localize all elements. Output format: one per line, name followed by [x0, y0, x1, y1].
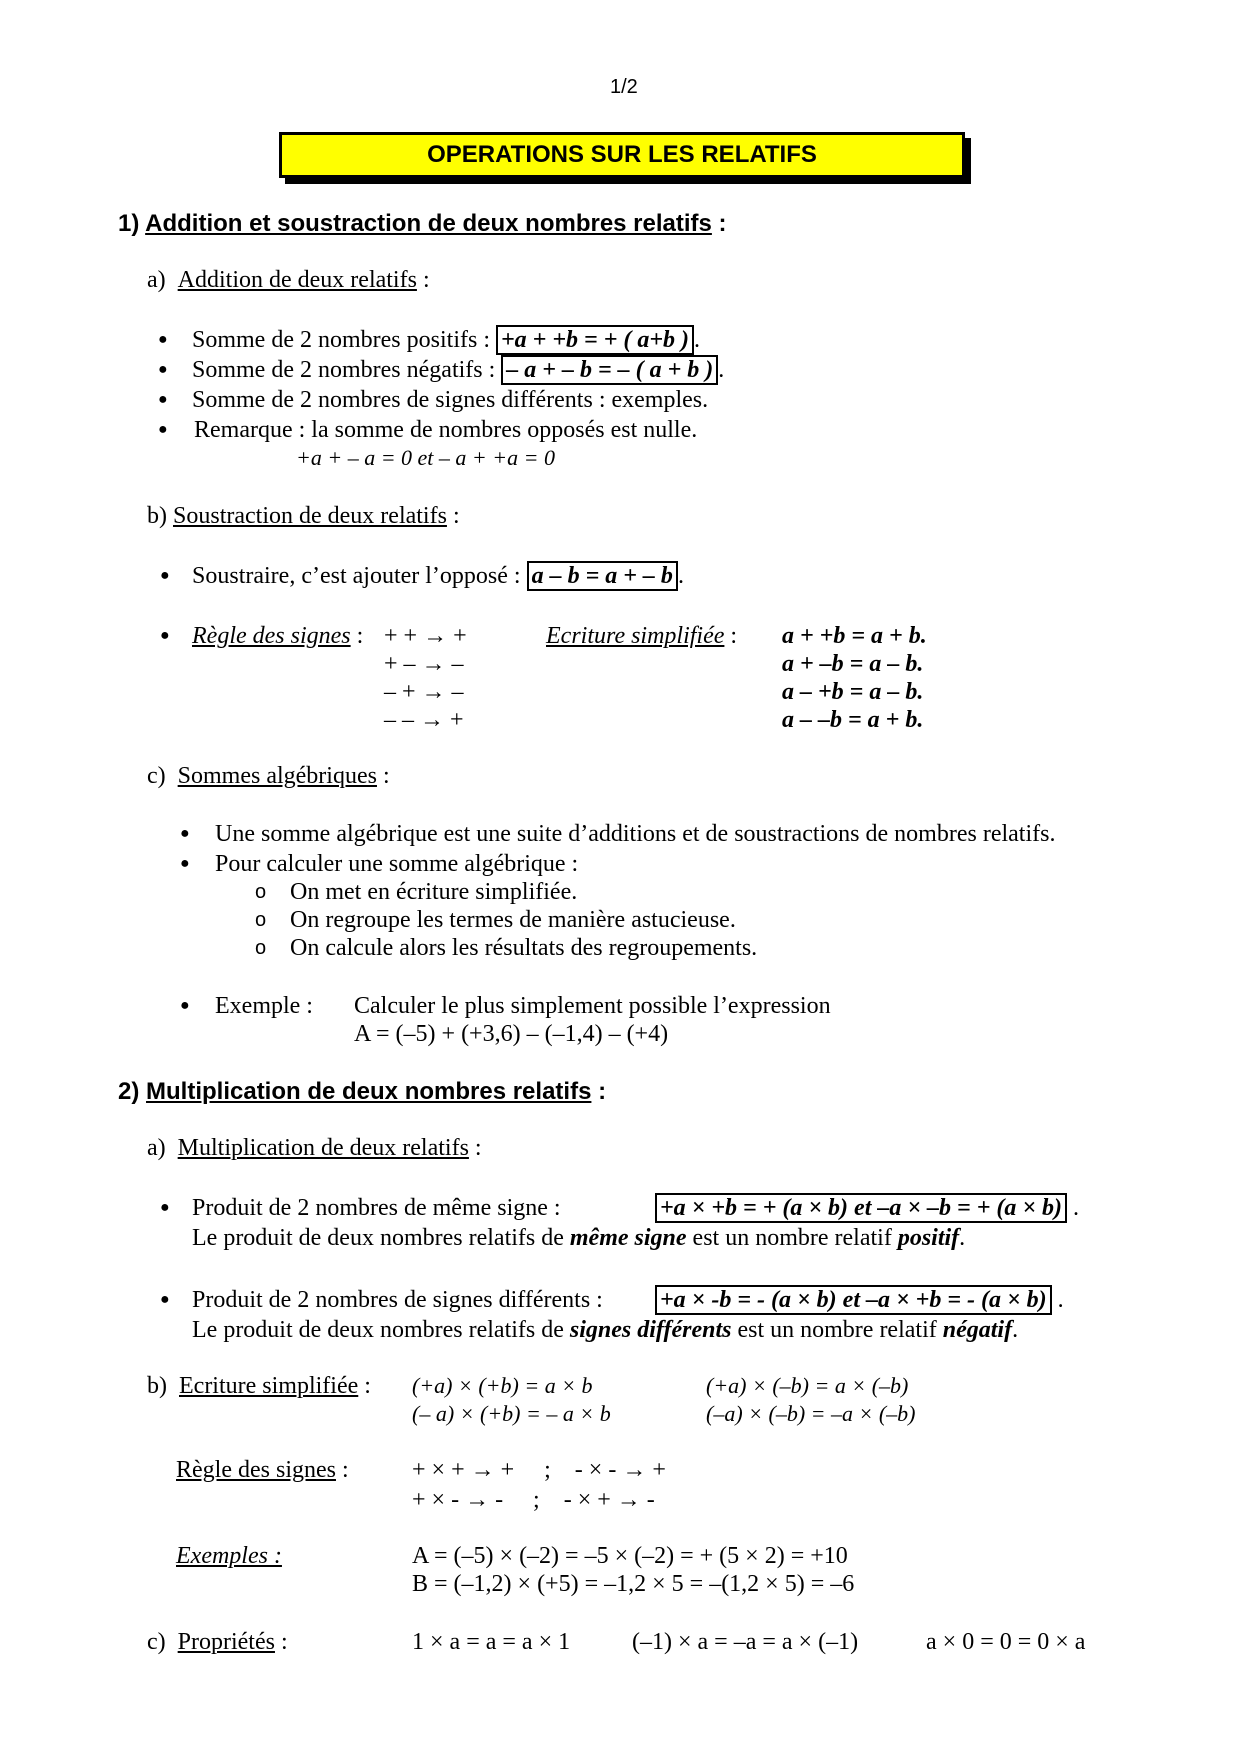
sign-rule: + × - → - ; - × + → - — [412, 1487, 655, 1513]
rule-label-text: Règle des signes — [176, 1457, 336, 1483]
bullet-icon: ● — [158, 391, 168, 408]
simplified-formula: a + –b = a – b. — [782, 651, 924, 677]
subsection-label: a) — [147, 1135, 166, 1161]
subsection-1b — [147, 502, 460, 530]
subsection-label: a) — [147, 267, 166, 293]
property: a × 0 = 0 = 0 × a — [926, 1629, 1086, 1655]
rule-label-text: Règle des signes — [192, 623, 351, 649]
list-item — [192, 356, 724, 384]
emphasis: signes différents — [569, 1317, 732, 1343]
sign-rule: + × + → + ; - × - → + — [412, 1457, 666, 1483]
list-item — [192, 326, 700, 354]
formula-row — [655, 1286, 1064, 1314]
section-title: Multiplication de deux nombres relatifs — [146, 1078, 592, 1105]
example-expression: A = (–5) × (–2) = –5 × (–2) = + (5 × 2) = +10 — [412, 1543, 848, 1569]
rule-label — [192, 622, 363, 650]
bullet-icon: ● — [180, 825, 190, 842]
boxed-formula: +a + +b = + ( a+b ) — [496, 325, 694, 355]
colon: : — [416, 267, 430, 293]
bullet-icon: ● — [180, 855, 190, 872]
colon: : — [358, 1373, 371, 1399]
colon: : — [335, 1457, 349, 1483]
list-item: Une somme algébrique est une suite d’additions et de soustractions de nombres relatifs. — [215, 821, 1056, 847]
simplified-formula: a + +b = a + b. — [782, 623, 927, 649]
emphasis: même signe — [569, 1225, 687, 1251]
section-2-heading — [118, 1078, 606, 1106]
colon: : — [376, 763, 390, 789]
simplified-formula: a – –b = a + b. — [782, 707, 924, 733]
example-text: Calculer le plus simplement possible l’expression — [354, 993, 831, 1019]
boxed-formula: – a + – b = – ( a + b ) — [501, 355, 718, 385]
subsection-2a — [147, 1134, 482, 1162]
formula: +a + – a = 0 et – a + +a = 0 — [296, 445, 555, 470]
list-item-text: Produit de 2 nombres de même signe : — [192, 1195, 561, 1221]
dot: . — [1057, 1287, 1064, 1313]
formula: (– a) × (+b) = – a × b — [412, 1401, 611, 1426]
simplified-formula: a – +b = a – b. — [782, 679, 924, 705]
subsection-label: b) — [147, 503, 167, 529]
colon: : — [350, 623, 364, 649]
text: est un nombre relatif — [686, 1225, 898, 1251]
text: Le produit de deux nombres relatifs de — [192, 1317, 570, 1343]
example-expression: A = (–5) + (+3,6) – (–1,4) – (+4) — [354, 1021, 669, 1047]
bullet-icon: ● — [160, 627, 170, 644]
subsection-2b — [147, 1372, 371, 1400]
sign-rule: + + → + — [384, 623, 467, 649]
example-label: Exemple : — [215, 993, 313, 1019]
colon: : — [274, 1629, 288, 1655]
simplified-label — [546, 622, 737, 650]
rule-sentence — [192, 1316, 1018, 1344]
formula: (–a) × (–b) = –a × (–b) — [706, 1401, 916, 1426]
text: Le produit de deux nombres relatifs de — [192, 1225, 570, 1251]
circle-bullet-icon: o — [255, 881, 267, 903]
sign-rule: – + → – — [384, 679, 464, 705]
boxed-formula: +a × -b = - (a × b) et –a × +b = - (a × b) — [655, 1285, 1052, 1315]
rule-label — [176, 1456, 349, 1484]
dot: . — [718, 357, 725, 383]
circle-bullet-icon: o — [255, 937, 267, 959]
formula-row — [655, 1194, 1079, 1222]
subsection-1c — [147, 762, 390, 790]
subsection-title: Multiplication de deux relatifs — [177, 1135, 469, 1161]
example-expression: B = (–1,2) × (+5) = –1,2 × 5 = –(1,2 × 5) = –6 — [412, 1571, 855, 1597]
bullet-icon: ● — [160, 1199, 170, 1216]
list-item: Somme de 2 nombres de signes différents : exemples. — [192, 387, 709, 413]
bullet-icon: ● — [158, 331, 168, 348]
list-item-text: Produit de 2 nombres de signes différents : — [192, 1287, 603, 1313]
colon: : — [724, 623, 738, 649]
bullet-icon: ● — [160, 1291, 170, 1308]
subsection-label: c) — [147, 1629, 166, 1655]
emphasis: positif — [897, 1225, 960, 1251]
colon: : — [468, 1135, 482, 1161]
subsection-title: Addition de deux relatifs — [177, 267, 417, 293]
dot: . — [677, 563, 684, 589]
subsection-label: b) — [147, 1373, 167, 1399]
sign-rule: – – → + — [384, 707, 464, 733]
bullet-icon: ● — [180, 997, 190, 1014]
item-text: Soustraire, c’est ajouter l’opposé : — [192, 563, 521, 589]
subsection-1a — [147, 266, 430, 294]
dot: . — [959, 1225, 966, 1251]
text: est un nombre relatif — [731, 1317, 943, 1343]
item-text: Somme de 2 nombres positifs : — [192, 327, 490, 353]
list-item — [192, 562, 684, 590]
sub-list-item: On calcule alors les résultats des regroupements. — [290, 935, 758, 961]
dot: . — [1073, 1195, 1080, 1221]
subsection-title: Ecriture simplifiée — [179, 1373, 359, 1399]
list-item: Pour calculer une somme algébrique : — [215, 851, 579, 877]
boxed-formula: +a × +b = + (a × b) et –a × –b = + (a × b) — [655, 1193, 1067, 1223]
subsection-2c — [147, 1628, 288, 1656]
colon: : — [446, 503, 460, 529]
circle-bullet-icon: o — [255, 909, 267, 931]
subsection-title: Propriétés — [177, 1629, 275, 1655]
list-item: Remarque : la somme de nombres opposés est nulle. — [194, 417, 698, 443]
property: 1 × a = a = a × 1 — [412, 1629, 571, 1655]
subsection-title: Soustraction de deux relatifs — [173, 503, 447, 529]
subsection-label: c) — [147, 763, 166, 789]
formula: (+a) × (+b) = a × b — [412, 1373, 593, 1398]
property: (–1) × a = –a = a × (–1) — [632, 1629, 859, 1655]
bullet-icon: ● — [160, 567, 170, 584]
colon: : — [591, 1078, 607, 1105]
subsection-title: Sommes algébriques — [177, 763, 377, 789]
examples-label: Exemples : — [176, 1543, 282, 1569]
emphasis: négatif — [942, 1317, 1013, 1343]
sign-rule: + – → – — [384, 651, 464, 677]
section-number: 1) — [118, 210, 140, 237]
boxed-formula: a – b = a + – b — [527, 561, 678, 591]
sub-list-item: On regroupe les termes de manière astucieuse. — [290, 907, 736, 933]
page-number: 1/2 — [610, 76, 638, 98]
formula: (+a) × (–b) = a × (–b) — [706, 1373, 909, 1398]
simplified-label-text: Ecriture simplifiée — [546, 623, 725, 649]
section-title: Addition et soustraction de deux nombres relatifs — [145, 210, 712, 237]
item-text: Somme de 2 nombres négatifs : — [192, 357, 496, 383]
dot: . — [1012, 1317, 1019, 1343]
rule-sentence — [192, 1224, 965, 1252]
sub-list-item: On met en écriture simplifiée. — [290, 879, 578, 905]
bullet-icon: ● — [158, 421, 168, 438]
section-number: 2) — [118, 1078, 140, 1105]
dot: . — [694, 327, 701, 353]
bullet-icon: ● — [158, 361, 168, 378]
page-title-text: OPERATIONS SUR LES RELATIFS — [427, 141, 817, 168]
section-1-heading — [118, 210, 727, 238]
page-title — [279, 132, 965, 178]
colon: : — [711, 210, 727, 237]
